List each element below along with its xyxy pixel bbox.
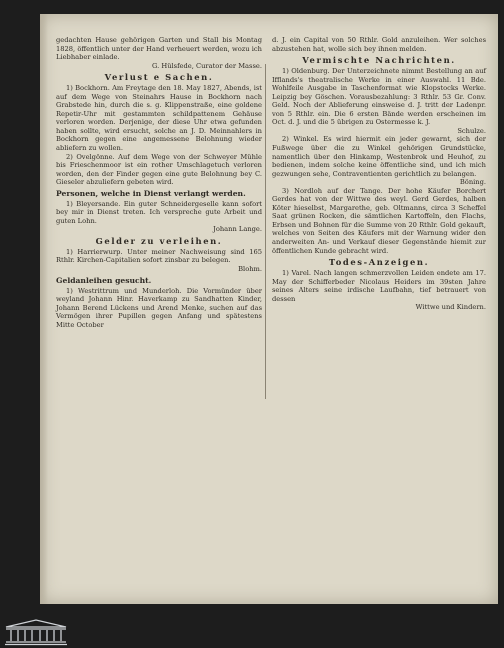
right-column (272, 36, 486, 312)
misc-item-2-signature: Böning. (459, 178, 486, 187)
misc-item-2: 2) Winkel. Es wird hiermit ein jeder gewarnt, sich der Fußwege über die zu Winkel gehörigen Grundstücke, namentlich über den Hinkamp, Westenbrok und Heuhof, zu bedienen, indem solche keine öffentliche sind, und ich mich gezwungen sehe, Contraventienten gerichtlich zu belangen. (272, 135, 486, 178)
persons-item-1: 1) Bleyersande. Ein guter Schneidergeselle kann sofort bey mir in Dienst treten. Ich verspreche gute Arbeit und guten Lohn. (56, 199, 262, 225)
loans-item-1: 1) Westrittrum und Munderloh. Die Vormünder über weyland Johann Hinr. Haverkamp zu Sandhatten Kinder, Johann Berend Lückens und Arend Menke, suchen auf das Vermögen ihrer Pupillen gegen Anfang und spätestens Mitte October (56, 286, 262, 329)
right-intro: d. J. ein Capital von 50 Rthlr. Gold anzuleihen. Wer solches abzustehen hat, wolle sich bey ihnen melden. (272, 36, 486, 53)
library-building-logo-icon (4, 618, 68, 646)
persons-item-1-signature: Johann Lange. (213, 225, 262, 234)
lost-item-1: 1) Bockhorn. Am Freytage den 18. May 1827, Abends, ist auf dem Wege von Steinahrs Hause in Bockhorn nach Grabstede hin, durch die s. g. Klippenstraße, eine goldene Repetir-Uhr mit gestammten schildpattenem Gehäuse verloren worden. Derjenige, der diese Uhr etwa gefunden haben sollte, wird ersucht, solche an J. D. Meinnahlers in Bockhorn gegen eine angemessene Belohnung wieder abliefern zu wollen. (56, 84, 262, 153)
heading-death-notices: Todes-Anzeigen. (328, 257, 430, 268)
misc-item-1: 1) Oldenburg. Der Unterzeichnete nimmt Bestellung an auf Ifflands's theatralische Werke in einer Auswahl. 11 Bde. Wohlfeile Ausgabe in Taschenformat wie Klopstocks Werke. Leipzig bey Göschen. Vorausbezahlung: 3 Rthlr. 53 Gr. Conv. Geld. Noch der Ablieferung einsweise d. J. tritt der Ladenpr. von 5 Rthlr. ein. Die 6 ersten Bände werden erscheinen im Oct. d. J. und die 5 übrigen zu Ostermesse k. J. (272, 67, 486, 127)
money-item-1: 1) Harrierwurp. Unter meiner Nachweisung sind 165 Rthlr. Kirchen-Capitalien sofort zinsbar zu belegen. (56, 247, 262, 265)
heading-miscellaneous-news: Vermischte Nachrichten. (302, 55, 456, 66)
heading-money-to-lend: Gelder zu verleihen. (95, 235, 223, 246)
heading-lost-items: Verlust e Sachen. (104, 72, 214, 83)
lost-item-2: 2) Ovelgönne. Auf dem Wege von der Schweyer Mühle bis Frieschenmoor ist ein rother Umschlagetuch verloren worden, den der Finder gegen eine gute Belohnung bey C. Gieseler abzuliefern gebeten wird. (56, 152, 262, 187)
heading-loans-wanted: Geldanleihen gesucht. (56, 275, 152, 285)
misc-item-3: 3) Nordloh auf der Tange. Der hohe Käufer Borchert Gerdes hat von der Wittwe des weyl. Gerd Gerdes, halben Köter hieselbst, Margarethe, geb. Oltmanns, circa 3 Scheffel Saat grünen Rocken, die sämtlichen Kartoffeln, den Flachs, Erbsen und Bohnen für die Summe von 20 Rthlr. Gold gekauft, welches von Seiten des Käufers mit der Warnung wider den anderweiten An- und Verkauf dieser Gegenstände hiemit zur öffentlichen Kunde gebracht wird. (272, 186, 486, 255)
death-notice-1-signature: Wittwe und Kindern. (415, 303, 486, 312)
document-page (40, 14, 498, 604)
heading-persons-wanted: Personen, welche in Dienst verlangt werden. (56, 188, 246, 198)
misc-item-1-signature: Schulze. (457, 126, 486, 135)
left-intro-signature: G. Hülsfede, Curator der Masse. (152, 61, 262, 70)
money-item-1-signature: Blohm. (238, 265, 262, 274)
column-divider (265, 64, 266, 399)
death-notice-1: 1) Varel. Nach langen schmerzvollen Leiden endete am 17. May der Schifferbeder Nicolaus Heiders im 39sten Jahre seines Alters seine irdische Laufbahn, tief betrauert von dessen (272, 269, 486, 303)
left-intro: gedachten Hause gehörigen Garten und Stall bis Montag 1828, öffentlich unter der Hand verheuert werden, wozu ich Liebhaber einlade. (56, 36, 262, 62)
left-column (56, 36, 262, 329)
